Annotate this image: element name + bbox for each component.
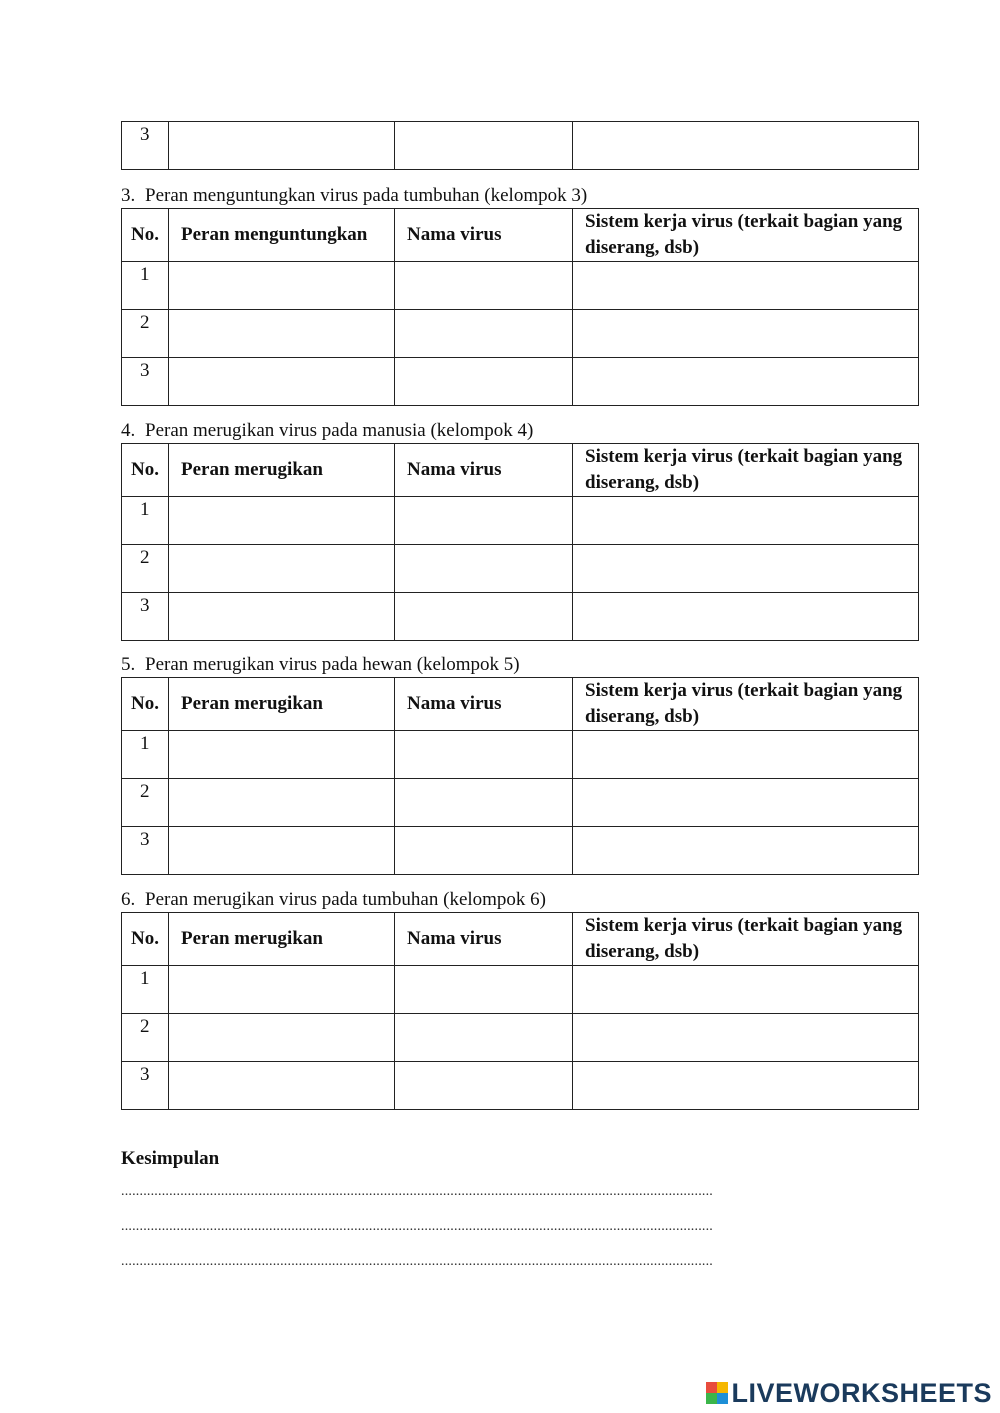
watermark-text: LIVEWORKSHEETS [731,1377,992,1408]
table-row [122,497,919,545]
header-no: No. [122,209,169,262]
virus-name-cell[interactable] [395,779,573,827]
system-cell[interactable] [573,827,919,875]
top-partial-table [121,121,919,170]
table-header-row [122,678,919,731]
role-cell[interactable] [169,779,395,827]
liveworksheets-watermark [706,1378,992,1408]
role-cell[interactable] [169,545,395,593]
header-virus-name: Nama virus [395,678,573,731]
table-row [122,731,919,779]
caption-text: Peran merugikan virus pada tumbuhan (kelompok 6) [145,889,547,910]
table-row [122,358,919,406]
conclusion-line-1[interactable]: ................................................................................................................................................................ [121,1184,713,1199]
role-cell[interactable] [169,827,395,875]
table-row [122,545,919,593]
system-cell[interactable] [573,731,919,779]
table-row [122,1062,919,1110]
header-no: No. [122,444,169,497]
virus-name-cell[interactable] [395,122,573,170]
virus-name-cell[interactable] [395,1062,573,1110]
system-cell[interactable] [573,262,919,310]
liveworksheets-logo-icon [706,1382,728,1404]
table-row [122,310,919,358]
row-number: 3 [122,593,169,641]
table-header-row [122,444,919,497]
header-system: Sistem kerja virus (terkait bagian yang diserang, dsb) [573,209,919,262]
header-role: Peran merugikan [169,678,395,731]
table-row [122,1014,919,1062]
row-number: 3 [122,1062,169,1110]
table-caption [121,889,546,911]
table-caption [121,654,520,676]
role-cell[interactable] [169,1062,395,1110]
table-row [122,122,919,170]
conclusion-line-2[interactable]: ................................................................................................................................................................ [121,1219,713,1234]
row-number: 1 [122,731,169,779]
header-system: Sistem kerja virus (terkait bagian yang diserang, dsb) [573,913,919,966]
header-no: No. [122,913,169,966]
role-cell[interactable] [169,262,395,310]
header-virus-name: Nama virus [395,913,573,966]
role-cell[interactable] [169,966,395,1014]
virus-name-cell[interactable] [395,827,573,875]
row-number: 3 [122,827,169,875]
system-cell[interactable] [573,310,919,358]
header-role: Peran merugikan [169,913,395,966]
virus-name-cell[interactable] [395,731,573,779]
caption-number: 4. [121,420,136,441]
conclusion-line-3[interactable]: ................................................................................................................................................................ [121,1254,713,1269]
system-cell[interactable] [573,593,919,641]
row-number: 1 [122,966,169,1014]
row-number: 1 [122,497,169,545]
table-row [122,827,919,875]
row-number: 2 [122,1014,169,1062]
system-cell[interactable] [573,1014,919,1062]
system-cell[interactable] [573,966,919,1014]
role-cell[interactable] [169,358,395,406]
system-cell[interactable] [573,1062,919,1110]
virus-role-table [121,912,919,1110]
row-number: 3 [122,122,169,170]
table-caption [121,420,533,442]
row-number: 2 [122,545,169,593]
row-number: 2 [122,779,169,827]
header-virus-name: Nama virus [395,444,573,497]
caption-text: Peran merugikan virus pada hewan (kelompok 5) [145,654,520,675]
table-row [122,262,919,310]
virus-name-cell[interactable] [395,593,573,641]
role-cell[interactable] [169,122,395,170]
header-role: Peran merugikan [169,444,395,497]
caption-number: 5. [121,654,136,675]
row-number: 1 [122,262,169,310]
virus-role-table [121,443,919,641]
system-cell[interactable] [573,545,919,593]
system-cell[interactable] [573,358,919,406]
table-header-row [122,209,919,262]
virus-name-cell[interactable] [395,1014,573,1062]
role-cell[interactable] [169,731,395,779]
table-row [122,779,919,827]
table-caption [121,185,587,207]
caption-number: 6. [121,889,136,910]
header-role: Peran menguntungkan [169,209,395,262]
virus-name-cell[interactable] [395,966,573,1014]
caption-text: Peran merugikan virus pada manusia (kelompok 4) [145,420,534,441]
virus-name-cell[interactable] [395,310,573,358]
role-cell[interactable] [169,497,395,545]
system-cell[interactable] [573,497,919,545]
virus-role-table [121,208,919,406]
table-row [122,966,919,1014]
virus-name-cell[interactable] [395,262,573,310]
table-row [122,593,919,641]
row-number: 2 [122,310,169,358]
header-no: No. [122,678,169,731]
virus-role-table [121,677,919,875]
caption-number: 3. [121,185,136,206]
system-cell[interactable] [573,122,919,170]
virus-name-cell[interactable] [395,545,573,593]
row-number: 3 [122,358,169,406]
table-header-row [122,913,919,966]
virus-name-cell[interactable] [395,497,573,545]
header-system: Sistem kerja virus (terkait bagian yang diserang, dsb) [573,444,919,497]
role-cell[interactable] [169,593,395,641]
role-cell[interactable] [169,1014,395,1062]
virus-name-cell[interactable] [395,358,573,406]
system-cell[interactable] [573,779,919,827]
header-virus-name: Nama virus [395,209,573,262]
conclusion-title: Kesimpulan [121,1148,220,1169]
header-system: Sistem kerja virus (terkait bagian yang diserang, dsb) [573,678,919,731]
role-cell[interactable] [169,310,395,358]
caption-text: Peran menguntungkan virus pada tumbuhan (kelompok 3) [145,185,588,206]
